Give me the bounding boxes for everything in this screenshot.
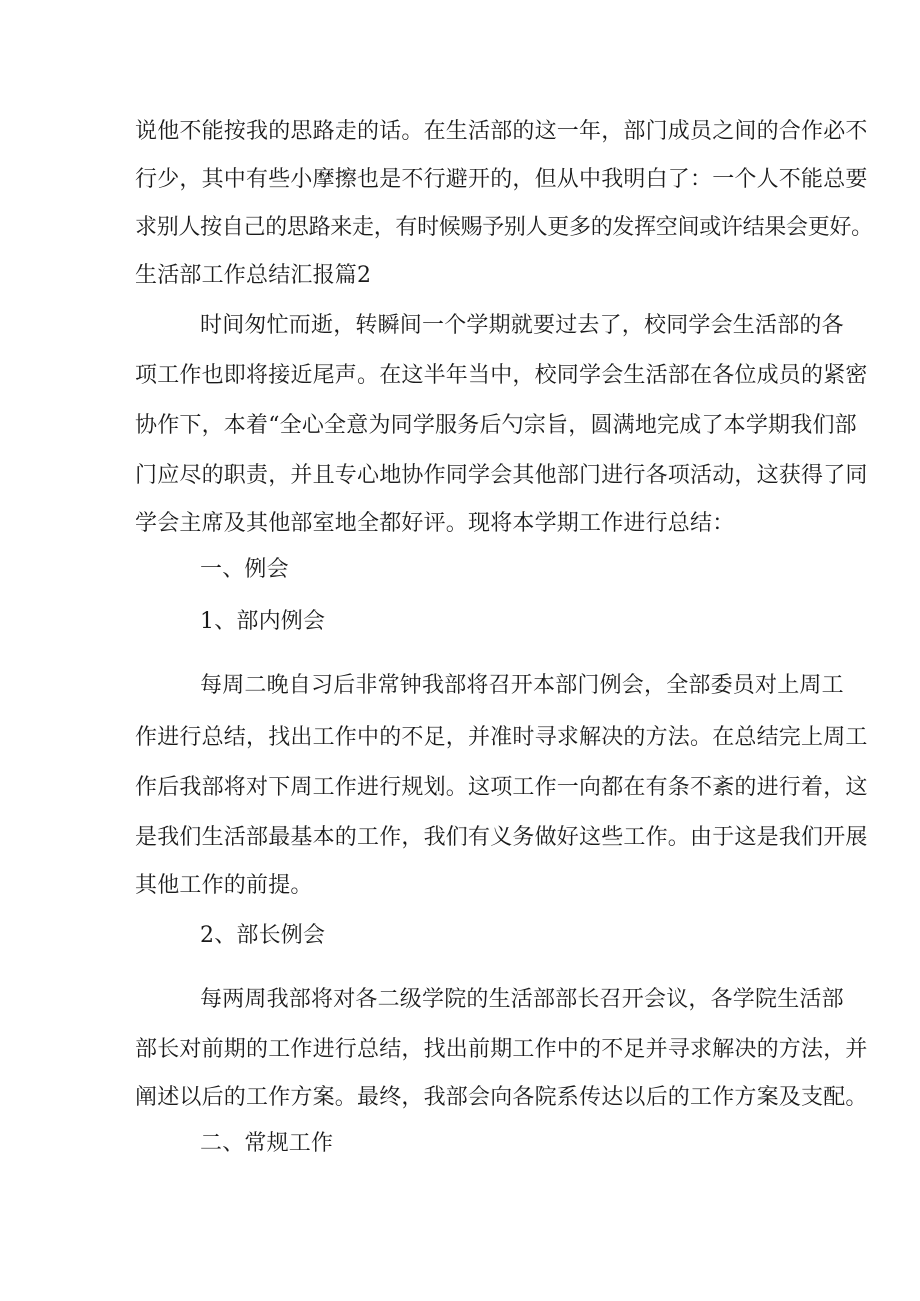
paragraph-line: 求别人按自己的思路来走，有时候赐予别人更多的发挥空间或许结果会更好。 <box>135 215 873 240</box>
paragraph-line: 时间匆忙而逝，转瞬间一个学期就要过去了，校同学会生活部的各 <box>200 313 844 338</box>
paragraph-line: 作进行总结，找出工作中的不足，并准时寻求解决的方法。在总结完上周工 <box>135 725 868 750</box>
paragraph-line: 每周二晚自习后非常钟我部将召开本部门例会，全部委员对上周工 <box>200 673 844 698</box>
paragraph-line: 其他工作的前提。 <box>135 873 313 898</box>
paragraph-line: 作后我部将对下周工作进行规划。这项工作一向都在有条不紊的进行着，这 <box>135 775 868 800</box>
paragraph-line: 是我们生活部最基本的工作，我们有义务做好这些工作。由于这是我们开展 <box>135 825 868 850</box>
subheading-meetings: 一、例会 <box>200 557 289 582</box>
paragraph-line: 每两周我部将对各二级学院的生活部部长召开会议，各学院生活部 <box>200 987 844 1012</box>
paragraph-line: 协作下，本着“全心全意为同学服务后勺宗旨，圆满地完成了本学期我们部 <box>135 413 857 438</box>
section-heading: 生活部工作总结汇报篇2 <box>135 263 372 288</box>
paragraph-line: 阐述以后的工作方案。最终，我部会向各院系传达以后的工作方案及支配。 <box>135 1085 868 1110</box>
paragraph-line: 学会主席及其他部室地全都好评。现将本学期工作进行总结： <box>135 511 735 536</box>
subheading-minister-meeting: 2、部长例会 <box>200 923 326 948</box>
paragraph-line: 项工作也即将接近尾声。在这半年当中，校同学会生活部在各位成员的紧密 <box>135 363 868 388</box>
subheading-routine-work: 二、常规工作 <box>200 1131 334 1156</box>
paragraph-line: 说他不能按我的思路走的话。在生活部的这一年，部门成员之间的合作必不 <box>135 119 868 144</box>
paragraph-line: 行少，其中有些小摩擦也是不行避开的，但从中我明白了：一个人不能总要 <box>135 167 868 192</box>
subheading-internal-meeting: 1、部内例会 <box>200 609 326 634</box>
paragraph-line: 门应尽的职责，并且专心地协作同学会其他部门进行各项活动，这获得了同 <box>135 463 868 488</box>
paragraph-line: 部长对前期的工作进行总结，找出前期工作中的不足并寻求解决的方法，并 <box>135 1037 868 1062</box>
